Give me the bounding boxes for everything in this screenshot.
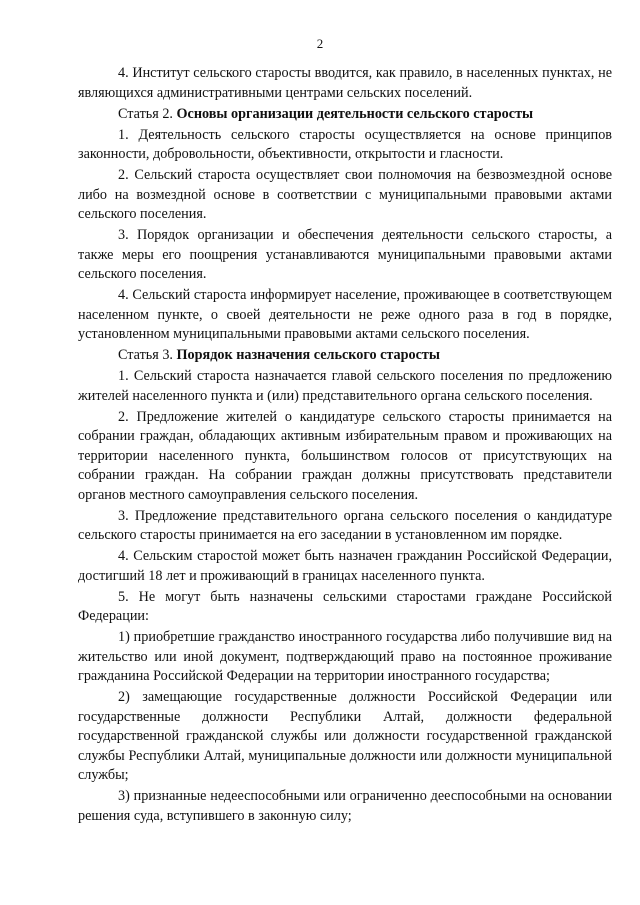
paragraph: 4. Сельский староста информирует население, проживающее в соответствующем населенном пункте, о своей деятельности не реже одного раза в год в порядке, установленном муниципальными правовыми актами сельского поселения. (78, 287, 612, 342)
paragraph: 4. Институт сельского старосты вводится, как правило, в населенных пунктах, не являющихся административными центрами сельских поселений. (78, 65, 612, 101)
list-item: 3) признанные недееспособными или ограниченно дееспособными на основании решения суда, вступившего в законную силу; (78, 788, 612, 824)
list-item: 2) замещающие государственные должности Российской Федерации или государственные должности Республики Алтай, должности федеральной государственной гражданской службы или должности государственной гражданской службы Республики Алтай, муниципальные должности или должности муниципальной службы; (78, 689, 612, 783)
paragraph: 5. Не могут быть назначены сельскими старостами граждане Российской Федерации: (78, 588, 612, 624)
article-label: Статья 2. (118, 105, 173, 122)
paragraph: 2. Предложение жителей о кандидатуре сельского старосты принимается на собрании граждан, обладающих активным избирательным правом и проживающих на территории населенного пункта, большинством голосов от присутствующих на собрании граждан. На собрании граждан должны присутствовать представители органов местного самоуправления сельского поселения. (78, 408, 612, 503)
paragraph: 3. Порядок организации и обеспечения деятельности сельского старосты, а также меры его поощрения устанавливаются муниципальными правовыми актами сельского поселения. (78, 227, 612, 282)
document-body (78, 64, 612, 826)
article-heading (78, 346, 612, 366)
article-heading (78, 105, 612, 125)
list-item: 1) приобретшие гражданство иностранного государства либо получившие вид на жительство или иной документ, подтверждающий право на постоянное проживание гражданина Российской Федерации на территории иностранного государства; (78, 629, 612, 684)
paragraph: 1. Деятельность сельского старосты осуществляется на основе принципов законности, добровольности, объективности, открытости и гласности. (78, 126, 612, 162)
paragraph: 1. Сельский староста назначается главой сельского поселения по предложению жителей населенного пункта и (или) представительного органа сельского поселения. (78, 368, 612, 404)
article-title: Порядок назначения сельского старосты (176, 347, 440, 363)
paragraph: 2. Сельский староста осуществляет свои полномочия на безвозмездной основе либо на возмездной основе в соответствии с муниципальными правовыми актами сельского поселения. (78, 167, 612, 222)
article-title: Основы организации деятельности сельского старосты (176, 105, 534, 122)
article-label: Статья 3. (118, 347, 173, 363)
paragraph: 4. Сельским старостой может быть назначен гражданин Российской Федерации, достигший 18 лет и проживающий в границах населенного пункта. (78, 548, 612, 584)
page-number: 2 (316, 36, 324, 51)
paragraph: 3. Предложение представительного органа сельского поселения о кандидатуре сельского старосты принимается на его заседании в установленном им порядке. (78, 507, 612, 543)
